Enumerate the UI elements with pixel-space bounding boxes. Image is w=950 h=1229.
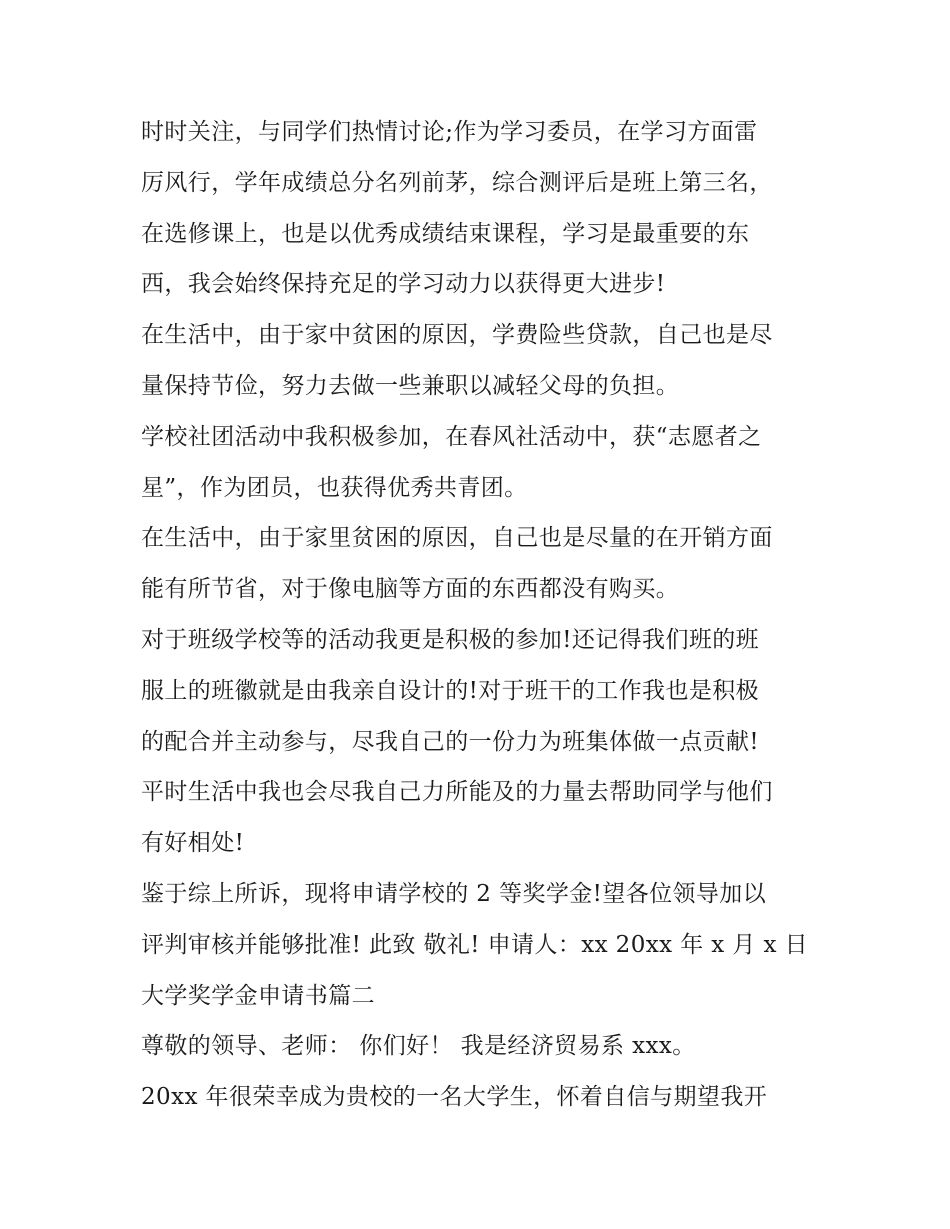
text-line: 平时生活中我也会尽我自己力所能及的力量去帮助同学与他们	[141, 779, 773, 806]
salutation-line: 尊敬的领导、老师： 你们好！ 我是经济贸易系 xxx。	[141, 1033, 696, 1060]
text-line: 在生活中，由于家里贫困的原因，自己也是尽量的在开销方面	[141, 525, 773, 552]
text-line: 有好相处!	[141, 830, 245, 857]
text-line: 西，我会始终保持充足的学习动力以获得更大进步!	[141, 271, 666, 298]
text-line: 星”，作为团员，也获得优秀共青团。	[141, 474, 528, 501]
text-line: 时时关注，与同学们热情讨论;作为学习委员，在学习方面雷	[141, 119, 758, 145]
text-line: 能有所节省，对于像电脑等方面的东西都没有购买。	[141, 576, 680, 603]
text-line: 在生活中，由于家中贫困的原因，学费险些贷款，自己也是尽	[141, 322, 773, 349]
text-line: 学校社团活动中我积极参加，在春风社活动中，获“志愿者之	[141, 423, 762, 450]
text-line: 服上的班徽就是由我亲自设计的!对于班干的工作我也是积极	[141, 677, 760, 704]
text-line: 对于班级学校等的活动我更是积极的参加!还记得我们班的班	[141, 626, 760, 653]
text-line: 评判审核并能够批准! 此致 敬礼! 申请人：xx 20xx 年 x 月 x 日	[141, 931, 808, 958]
text-line: 的配合并主动参与，尽我自己的一份力为班集体做一点贡献!	[141, 728, 760, 755]
section-heading: 大学奖学金申请书篇二	[141, 982, 375, 1009]
text-line: 鉴于综上所诉，现将申请学校的 2 等奖学金!望各位领导加以	[141, 880, 767, 907]
document-body	[141, 107, 821, 1123]
text-line: 厉风行，学年成绩总分名列前茅，综合测评后是班上第三名，	[141, 169, 773, 196]
text-line: 在选修课上，也是以优秀成绩结束课程，学习是最重要的东	[141, 220, 750, 247]
text-line: 20xx 年很荣幸成为贵校的一名大学生，怀着自信与期望我开	[141, 1084, 768, 1111]
text-line: 量保持节俭，努力去做一些兼职以减轻父母的负担。	[141, 372, 680, 399]
